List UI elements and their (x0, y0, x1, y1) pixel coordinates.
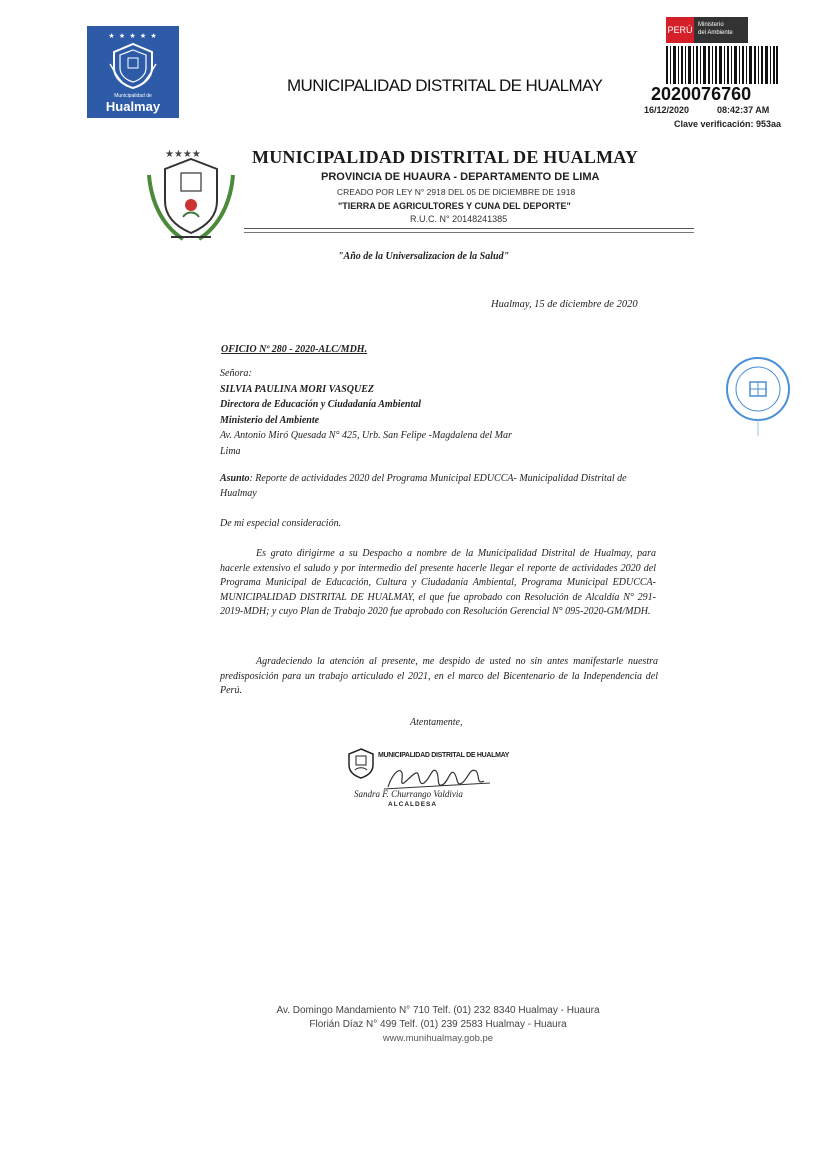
subject-text: : Reporte de actividades 2020 del Programa Municipal EDUCCA- Municipalidad Distrital de Hualmay (220, 473, 627, 499)
header-title: MUNICIPALIDAD DISTRITAL DE HUALMAY (287, 76, 603, 95)
stamp-title: MUNICIPALIDAD DISTRITAL DE HUALMAY (378, 752, 510, 759)
stars-icon: ★ ★ ★ ★ ★ (108, 32, 158, 40)
ministry-label: Ministerio del Ambiente (694, 17, 748, 43)
recipient-block (220, 366, 512, 459)
closing: Atentamente, (410, 717, 463, 728)
footer-address-2: Florián Díaz N° 499 Telf. (01) 239 2583 Hualmay - Huaura (309, 1019, 567, 1030)
footer (248, 1004, 628, 1046)
recipient-role: Directora de Educación y Ciudadanía Ambiental (220, 399, 422, 410)
letterhead-law: CREADO POR LEY N° 2918 DEL 05 DE DICIEMBRE DE 1918 (337, 187, 576, 197)
letterhead-crest-icon (143, 145, 239, 245)
logo-small-text: Municipalidad de (114, 93, 152, 99)
subject-line (220, 471, 652, 501)
recipient-city: Lima (220, 445, 241, 457)
verification-key: Clave verificación: 953aa (674, 119, 782, 129)
registry-code: 2020076760 (651, 84, 752, 104)
signatory-role: ALCALDESA (388, 801, 438, 808)
peru-label: PERÚ (666, 17, 694, 43)
document-number: OFICIO Nº 280 - 2020-ALC/MDH. (221, 344, 368, 355)
logo-big-text: Hualmay (105, 99, 161, 114)
letterhead-divider (244, 228, 694, 229)
letterhead-divider-thin (244, 232, 694, 233)
greeting: De mi especial consideración. (220, 518, 342, 529)
svg-text:★★★★: ★★★★ (165, 149, 201, 160)
recipient-org: Ministerio del Ambiente (220, 414, 320, 426)
signatory-name: Sandra F. Churrango Valdivia (354, 789, 463, 799)
footer-website: www.munihualmay.gob.pe (382, 1033, 494, 1044)
registry-datetime (644, 105, 769, 115)
barcode-icon (666, 46, 778, 84)
registry-date: 16/12/2020 (644, 105, 690, 115)
registry-time: 08:42:37 AM (717, 105, 770, 115)
stamp-crest-icon (346, 747, 376, 779)
ministry-badge (666, 17, 748, 43)
recipient-name: SILVIA PAULINA MORI VASQUEZ (220, 383, 375, 395)
letterhead-ruc: R.U.C. N° 20148241385 (410, 214, 508, 224)
municipality-logo (87, 26, 179, 118)
municipal-crest-icon (108, 40, 158, 90)
letterhead-motto: "TIERRA DE AGRICULTORES Y CUNA DEL DEPORTE" (338, 201, 571, 211)
body-paragraph-1: Es grato dirigirme a su Despacho a nombre de la Municipalidad Distrital de Hualmay, para hacerle extensivo el saludo y por intermedio del presente hacerle llegar el reporte de actividades 2020 del Programa Municipal de Educación, Cultura y Ciudadanía Ambiental, Programa Municipal EDUCCA- MUNICIPALIDAD DISTRITAL DE HUALMAY, el que fue aprobado con Resolución de Alcaldía N° 291- 2019-MDH; y cuyo Plan de Trabajo 2020 fue aprobado con Resolución Gerencial N° 095-2020-GM/MDH. (220, 548, 656, 617)
body-paragraph-2: Agradeciendo la atención al presente, me despido de usted no sin antes manifestarle nuestra predisposición para un trabajo articulado el 2021, en el marco del Bicentenario de la Independencia del Perú. (220, 656, 658, 696)
place-date: Hualmay, 15 de diciembre de 2020 (491, 299, 638, 310)
reception-seal-icon (724, 356, 792, 436)
footer-address-1: Av. Domingo Mandamiento N° 710 Telf. (01) 232 8340 Hualmay - Huaura (276, 1005, 600, 1016)
recipient-address: Av. Antonio Miró Quesada N° 425, Urb. San Felipe -Magdalena del Mar (220, 430, 512, 441)
letterhead-province: PROVINCIA DE HUAURA - DEPARTAMENTO DE LIMA (321, 171, 600, 183)
salutation-title: Señora: (220, 368, 252, 379)
year-motto: "Año de la Universalizacion de la Salud" (338, 251, 510, 262)
letterhead-title: MUNICIPALIDAD DISTRITAL DE HUALMAY (252, 147, 639, 167)
subject-label: Asunto (220, 473, 250, 484)
